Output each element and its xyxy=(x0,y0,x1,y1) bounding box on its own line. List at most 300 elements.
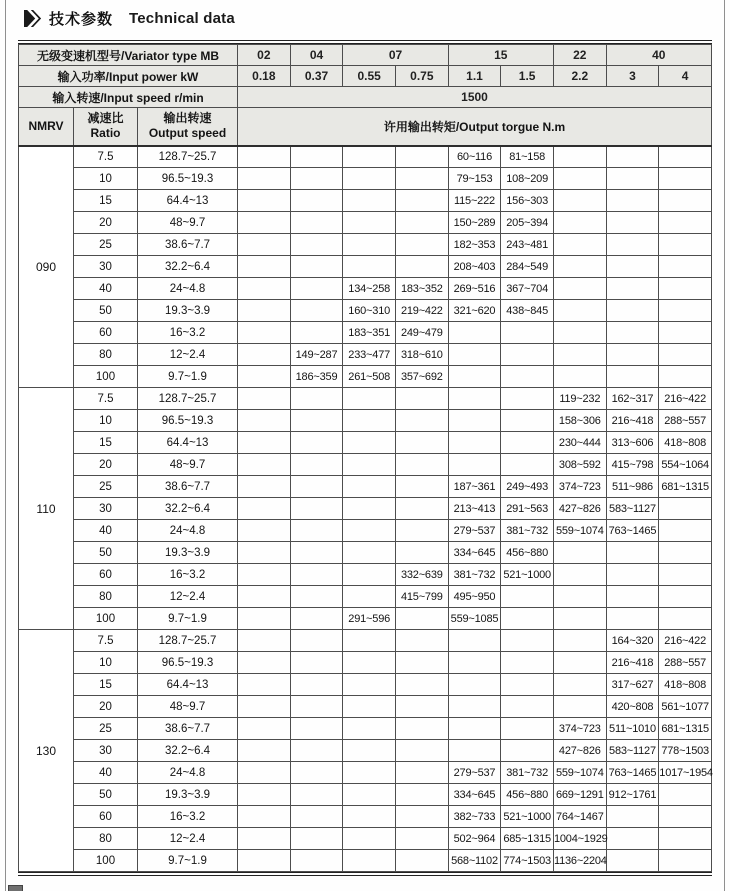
torque-cell: 559~1074 xyxy=(553,762,606,784)
torque-cell xyxy=(238,322,291,344)
output-speed-cell: 64.4~13 xyxy=(138,674,238,696)
torque-cell xyxy=(448,718,501,740)
torque-cell xyxy=(396,828,449,850)
table-row xyxy=(19,168,712,190)
torque-cell xyxy=(501,674,554,696)
torque-cell xyxy=(448,652,501,674)
torque-cell xyxy=(238,784,291,806)
output-speed-cell: 9.7~1.9 xyxy=(138,366,238,388)
torque-cell xyxy=(238,212,291,234)
torque-cell: 261~508 xyxy=(343,366,396,388)
ratio-cell: 30 xyxy=(74,498,138,520)
torque-cell xyxy=(290,322,343,344)
table-row xyxy=(19,586,712,608)
torque-cell xyxy=(290,740,343,762)
torque-cell xyxy=(290,850,343,872)
power-header: 0.55 xyxy=(343,66,396,87)
torque-cell xyxy=(501,454,554,476)
output-speed-cell: 96.5~19.3 xyxy=(138,652,238,674)
torque-cell xyxy=(448,674,501,696)
torque-cell xyxy=(553,630,606,652)
torque-cell xyxy=(290,212,343,234)
ratio-cell: 40 xyxy=(74,278,138,300)
torque-cell xyxy=(659,850,712,872)
table-row xyxy=(19,674,712,696)
next-section-marker-partial xyxy=(8,885,23,891)
table-header xyxy=(19,45,712,146)
torque-cell: 583~1127 xyxy=(606,740,659,762)
table-row xyxy=(19,696,712,718)
output-speed-cell: 96.5~19.3 xyxy=(138,410,238,432)
torque-cell xyxy=(290,586,343,608)
nmrv-column-header: NMRV xyxy=(19,108,74,146)
torque-cell: 774~1503 xyxy=(501,850,554,872)
torque-cell xyxy=(396,542,449,564)
output-speed-cell: 12~2.4 xyxy=(138,828,238,850)
torque-cell xyxy=(553,564,606,586)
torque-cell: 269~516 xyxy=(448,278,501,300)
torque-cell: 216~418 xyxy=(606,410,659,432)
torque-cell: 778~1503 xyxy=(659,740,712,762)
torque-cell xyxy=(553,344,606,366)
torque-cell xyxy=(553,586,606,608)
torque-cell: 561~1077 xyxy=(659,696,712,718)
torque-cell: 317~627 xyxy=(606,674,659,696)
torque-cell: 374~723 xyxy=(553,476,606,498)
table-row xyxy=(19,740,712,762)
table-row xyxy=(19,542,712,564)
power-header: 2.2 xyxy=(553,66,606,87)
torque-cell xyxy=(238,652,291,674)
torque-cell xyxy=(343,564,396,586)
ratio-cell: 50 xyxy=(74,300,138,322)
torque-cell xyxy=(238,850,291,872)
header-row-input-power xyxy=(19,66,712,87)
torque-cell xyxy=(606,542,659,564)
torque-cell xyxy=(448,454,501,476)
table-row xyxy=(19,322,712,344)
output-speed-cell: 16~3.2 xyxy=(138,322,238,344)
output-speed-cell: 48~9.7 xyxy=(138,212,238,234)
torque-cell xyxy=(290,674,343,696)
ratio-cell: 20 xyxy=(74,212,138,234)
ratio-cell: 40 xyxy=(74,520,138,542)
torque-cell xyxy=(290,520,343,542)
torque-cell: 763~1465 xyxy=(606,520,659,542)
output-speed-cell: 64.4~13 xyxy=(138,432,238,454)
header-row-columns xyxy=(19,108,712,146)
table-row xyxy=(19,652,712,674)
torque-cell xyxy=(343,432,396,454)
torque-cell xyxy=(343,806,396,828)
torque-cell xyxy=(448,344,501,366)
page-title-en: Technical data xyxy=(129,10,235,27)
torque-cell: 357~692 xyxy=(396,366,449,388)
output-speed-cell: 24~4.8 xyxy=(138,278,238,300)
torque-cell: 583~1127 xyxy=(606,498,659,520)
torque-cell xyxy=(606,564,659,586)
power-header: 4 xyxy=(659,66,712,87)
torque-cell: 291~563 xyxy=(501,498,554,520)
power-header: 1.5 xyxy=(501,66,554,87)
torque-cell xyxy=(659,146,712,168)
output-speed-cell: 16~3.2 xyxy=(138,564,238,586)
ratio-cell: 20 xyxy=(74,696,138,718)
torque-cell xyxy=(659,256,712,278)
torque-cell: 291~596 xyxy=(343,608,396,630)
section-title xyxy=(24,8,235,29)
torque-cell xyxy=(448,366,501,388)
output-speed-cell: 9.7~1.9 xyxy=(138,850,238,872)
output-speed-column-header xyxy=(138,108,238,146)
torque-cell xyxy=(553,322,606,344)
torque-cell: 367~704 xyxy=(501,278,554,300)
ratio-cell: 60 xyxy=(74,806,138,828)
output-speed-cell: 24~4.8 xyxy=(138,520,238,542)
ratio-cell: 100 xyxy=(74,366,138,388)
torque-cell xyxy=(553,212,606,234)
table-row xyxy=(19,454,712,476)
torque-cell xyxy=(238,278,291,300)
torque-cell xyxy=(343,652,396,674)
output-speed-cell: 19.3~3.9 xyxy=(138,784,238,806)
torque-cell xyxy=(606,806,659,828)
torque-cell xyxy=(290,652,343,674)
torque-cell xyxy=(501,652,554,674)
torque-cell: 415~799 xyxy=(396,586,449,608)
torque-cell xyxy=(396,234,449,256)
torque-cell xyxy=(238,498,291,520)
torque-cell xyxy=(659,190,712,212)
ratio-cell: 30 xyxy=(74,740,138,762)
ratio-cell: 25 xyxy=(74,476,138,498)
ratio-cell: 10 xyxy=(74,410,138,432)
torque-cell xyxy=(238,168,291,190)
output-speed-cell: 24~4.8 xyxy=(138,762,238,784)
torque-cell xyxy=(343,212,396,234)
model-header: 04 xyxy=(290,45,343,66)
ratio-cell: 60 xyxy=(74,564,138,586)
torque-cell xyxy=(396,388,449,410)
ratio-cell: 50 xyxy=(74,542,138,564)
ratio-cell: 10 xyxy=(74,168,138,190)
torque-cell: 158~306 xyxy=(553,410,606,432)
model-header: 22 xyxy=(553,45,606,66)
table-row xyxy=(19,806,712,828)
torque-cell xyxy=(343,740,396,762)
torque-cell: 521~1000 xyxy=(501,806,554,828)
torque-cell: 230~444 xyxy=(553,432,606,454)
torque-cell xyxy=(343,718,396,740)
torque-cell xyxy=(290,410,343,432)
torque-cell: 183~352 xyxy=(396,278,449,300)
output-speed-cell: 128.7~25.7 xyxy=(138,146,238,168)
ratio-cell: 7.5 xyxy=(74,388,138,410)
table-row xyxy=(19,718,712,740)
torque-cell: 374~723 xyxy=(553,718,606,740)
torque-cell: 1004~1929 xyxy=(553,828,606,850)
power-header: 0.75 xyxy=(396,66,449,87)
torque-cell xyxy=(659,300,712,322)
torque-cell: 568~1102 xyxy=(448,850,501,872)
ratio-cell: 60 xyxy=(74,322,138,344)
torque-cell xyxy=(553,168,606,190)
torque-cell xyxy=(343,146,396,168)
torque-cell xyxy=(238,190,291,212)
table-row xyxy=(19,520,712,542)
output-speed-cell: 64.4~13 xyxy=(138,190,238,212)
input-power-label: 输入功率/Input power kW xyxy=(19,66,238,87)
torque-cell xyxy=(290,806,343,828)
torque-cell xyxy=(659,520,712,542)
torque-cell: 763~1465 xyxy=(606,762,659,784)
torque-cell xyxy=(343,828,396,850)
torque-cell: 150~289 xyxy=(448,212,501,234)
torque-cell xyxy=(238,674,291,696)
torque-cell: 382~733 xyxy=(448,806,501,828)
torque-cell xyxy=(290,146,343,168)
torque-cell: 160~310 xyxy=(343,300,396,322)
ratio-cell: 10 xyxy=(74,652,138,674)
torque-cell xyxy=(290,278,343,300)
table-body xyxy=(19,146,712,872)
output-speed-cell: 19.3~3.9 xyxy=(138,542,238,564)
torque-cell: 415~798 xyxy=(606,454,659,476)
torque-cell: 521~1000 xyxy=(501,564,554,586)
torque-cell xyxy=(238,630,291,652)
torque-cell xyxy=(448,630,501,652)
torque-cell xyxy=(396,432,449,454)
ratio-cell: 80 xyxy=(74,828,138,850)
torque-cell: 554~1064 xyxy=(659,454,712,476)
torque-cell xyxy=(343,498,396,520)
torque-cell: 249~479 xyxy=(396,322,449,344)
table-row xyxy=(19,300,712,322)
torque-cell: 427~826 xyxy=(553,498,606,520)
torque-cell xyxy=(448,696,501,718)
model-header: 07 xyxy=(343,45,448,66)
torque-cell: 681~1315 xyxy=(659,476,712,498)
torque-cell: 1017~1954 xyxy=(659,762,712,784)
output-speed-cell: 128.7~25.7 xyxy=(138,388,238,410)
table-row xyxy=(19,278,712,300)
torque-cell xyxy=(659,828,712,850)
torque-cell: 216~422 xyxy=(659,630,712,652)
torque-cell: 162~317 xyxy=(606,388,659,410)
torque-cell xyxy=(396,608,449,630)
torque-cell xyxy=(606,234,659,256)
torque-cell xyxy=(396,784,449,806)
table-row xyxy=(19,850,712,872)
torque-cell xyxy=(290,542,343,564)
power-header: 0.37 xyxy=(290,66,343,87)
output-speed-cell: 48~9.7 xyxy=(138,696,238,718)
torque-cell xyxy=(606,168,659,190)
torque-cell xyxy=(290,498,343,520)
torque-cell: 334~645 xyxy=(448,784,501,806)
torque-cell xyxy=(659,278,712,300)
torque-cell xyxy=(290,190,343,212)
torque-cell xyxy=(606,190,659,212)
output-speed-cell: 38.6~7.7 xyxy=(138,718,238,740)
torque-cell xyxy=(448,410,501,432)
torque-cell xyxy=(290,564,343,586)
torque-cell: 216~418 xyxy=(606,652,659,674)
torque-cell: 420~808 xyxy=(606,696,659,718)
torque-cell: 318~610 xyxy=(396,344,449,366)
torque-cell xyxy=(396,454,449,476)
torque-cell xyxy=(290,718,343,740)
torque-cell xyxy=(501,740,554,762)
torque-cell xyxy=(343,784,396,806)
ratio-cell: 25 xyxy=(74,234,138,256)
torque-cell xyxy=(659,168,712,190)
torque-cell xyxy=(238,146,291,168)
torque-cell xyxy=(396,498,449,520)
section-marker-icon xyxy=(24,10,41,27)
table-row xyxy=(19,410,712,432)
model-header: 02 xyxy=(238,45,291,66)
torque-cell xyxy=(343,542,396,564)
torque-cell xyxy=(659,366,712,388)
torque-cell xyxy=(396,212,449,234)
ratio-header-en: Ratio xyxy=(90,126,121,141)
torque-cell: 233~477 xyxy=(343,344,396,366)
torque-cell xyxy=(290,476,343,498)
variator-type-label: 无级变速机型号/Variator type MB xyxy=(19,45,238,66)
torque-cell xyxy=(606,278,659,300)
torque-cell xyxy=(396,630,449,652)
torque-cell xyxy=(238,586,291,608)
torque-cell xyxy=(238,542,291,564)
ratio-column-header xyxy=(74,108,138,146)
table-row xyxy=(19,234,712,256)
torque-cell: 183~351 xyxy=(343,322,396,344)
torque-cell: 559~1074 xyxy=(553,520,606,542)
nmrv-model-cell: 110 xyxy=(19,388,74,630)
output-speed-cell: 48~9.7 xyxy=(138,454,238,476)
torque-cell xyxy=(659,586,712,608)
torque-cell xyxy=(606,586,659,608)
torque-cell xyxy=(553,542,606,564)
torque-cell: 511~1010 xyxy=(606,718,659,740)
ratio-cell: 15 xyxy=(74,432,138,454)
torque-cell: 60~116 xyxy=(448,146,501,168)
torque-cell xyxy=(606,256,659,278)
input-speed-value: 1500 xyxy=(238,87,712,108)
torque-cell xyxy=(343,410,396,432)
page-border-left xyxy=(5,0,6,891)
ratio-cell: 7.5 xyxy=(74,630,138,652)
torque-cell xyxy=(448,740,501,762)
torque-cell xyxy=(659,564,712,586)
power-header: 3 xyxy=(606,66,659,87)
output-speed-cell: 128.7~25.7 xyxy=(138,630,238,652)
torque-cell xyxy=(290,300,343,322)
torque-cell: 381~732 xyxy=(448,564,501,586)
output-speed-header-en: Output speed xyxy=(148,126,227,141)
torque-cell xyxy=(238,828,291,850)
torque-cell: 1136~2204 xyxy=(553,850,606,872)
torque-cell xyxy=(606,608,659,630)
torque-cell xyxy=(553,652,606,674)
torque-cell xyxy=(501,366,554,388)
technical-data-table xyxy=(18,44,712,872)
table-row xyxy=(19,146,712,168)
ratio-cell: 80 xyxy=(74,344,138,366)
torque-cell xyxy=(396,190,449,212)
table-row xyxy=(19,564,712,586)
torque-cell xyxy=(238,696,291,718)
torque-cell xyxy=(343,850,396,872)
torque-cell xyxy=(553,234,606,256)
torque-cell xyxy=(659,542,712,564)
torque-cell xyxy=(238,806,291,828)
output-torque-column-header: 许用输出转矩/Output torgue N.m xyxy=(238,108,712,146)
output-speed-cell: 12~2.4 xyxy=(138,586,238,608)
power-header: 1.1 xyxy=(448,66,501,87)
torque-cell xyxy=(238,344,291,366)
header-row-input-speed xyxy=(19,87,712,108)
torque-cell: 186~359 xyxy=(290,366,343,388)
torque-cell xyxy=(606,300,659,322)
table-row xyxy=(19,432,712,454)
torque-cell xyxy=(396,718,449,740)
table-row xyxy=(19,762,712,784)
torque-cell xyxy=(396,652,449,674)
torque-cell xyxy=(553,366,606,388)
torque-cell: 205~394 xyxy=(501,212,554,234)
torque-cell xyxy=(396,168,449,190)
torque-cell xyxy=(238,410,291,432)
torque-cell: 438~845 xyxy=(501,300,554,322)
torque-cell xyxy=(238,564,291,586)
torque-cell xyxy=(290,630,343,652)
torque-cell xyxy=(448,388,501,410)
torque-cell: 669~1291 xyxy=(553,784,606,806)
torque-cell xyxy=(396,476,449,498)
torque-cell xyxy=(396,850,449,872)
torque-cell xyxy=(238,256,291,278)
table-row xyxy=(19,256,712,278)
torque-cell xyxy=(396,520,449,542)
table-row xyxy=(19,212,712,234)
torque-cell xyxy=(238,762,291,784)
torque-cell: 332~639 xyxy=(396,564,449,586)
output-speed-cell: 9.7~1.9 xyxy=(138,608,238,630)
torque-cell xyxy=(343,388,396,410)
torque-cell xyxy=(343,476,396,498)
torque-cell xyxy=(501,630,554,652)
torque-cell xyxy=(659,784,712,806)
torque-cell xyxy=(553,300,606,322)
torque-cell xyxy=(343,234,396,256)
torque-cell: 249~493 xyxy=(501,476,554,498)
torque-cell xyxy=(659,608,712,630)
torque-cell: 115~222 xyxy=(448,190,501,212)
torque-cell xyxy=(290,784,343,806)
ratio-cell: 100 xyxy=(74,608,138,630)
page-title-zh: 技术参数 xyxy=(49,11,114,28)
torque-cell xyxy=(553,696,606,718)
torque-cell xyxy=(290,388,343,410)
torque-cell xyxy=(238,740,291,762)
torque-cell xyxy=(238,718,291,740)
torque-cell: 164~320 xyxy=(606,630,659,652)
torque-cell: 243~481 xyxy=(501,234,554,256)
torque-cell xyxy=(238,388,291,410)
torque-cell xyxy=(606,212,659,234)
